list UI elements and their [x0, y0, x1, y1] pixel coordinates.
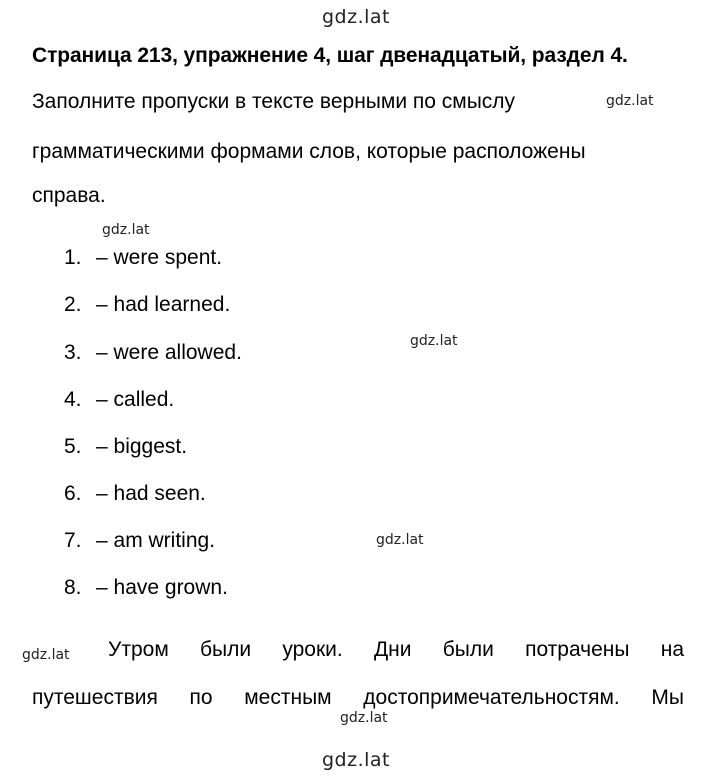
page-title: Страница 213, упражнение 4, шаг двенадцатый, раздел 4.: [32, 44, 628, 67]
answer-text: – biggest.: [96, 435, 188, 458]
answer-text: – am writing.: [96, 529, 216, 552]
watermark: gdz.lat: [410, 333, 458, 349]
answer-item: [64, 388, 174, 412]
task-text-line: справа.: [32, 184, 106, 207]
answer-number: 5.: [64, 435, 82, 458]
watermark: gdz.lat: [22, 647, 70, 663]
answer-item: [64, 341, 242, 365]
watermark: gdz.lat: [376, 532, 424, 548]
answer-item: [64, 529, 215, 553]
answer-text: – had seen.: [96, 482, 206, 505]
answer-number: 3.: [64, 341, 82, 364]
translation-line: Утром были уроки. Дни были потрачены на: [108, 638, 684, 661]
translation-line: путешествия по местным достопримечательностям. Мы: [32, 686, 684, 709]
answer-text: – called.: [96, 388, 175, 411]
answer-text: – have grown.: [96, 576, 228, 599]
answer-number: 8.: [64, 576, 82, 599]
task-text-line: Заполните пропуски в тексте верными по смыслу: [32, 90, 516, 113]
watermark-top: gdz.lat: [322, 6, 391, 28]
answer-number: 7.: [64, 529, 82, 552]
answer-item: [64, 576, 228, 600]
answer-item: [64, 293, 230, 317]
answer-text: – were allowed.: [96, 341, 242, 364]
answer-text: – were spent.: [96, 246, 223, 269]
watermark-bottom: gdz.lat: [322, 749, 391, 771]
answer-text: – had learned.: [96, 293, 231, 316]
watermark: gdz.lat: [340, 710, 388, 726]
task-text-line: грамматическими формами слов, которые расположены: [32, 140, 586, 163]
answer-number: 1.: [64, 246, 82, 269]
answer-item: [64, 482, 206, 506]
watermark: gdz.lat: [606, 93, 654, 109]
answer-item: [64, 435, 187, 459]
watermark: gdz.lat: [102, 222, 150, 238]
answer-number: 6.: [64, 482, 82, 505]
answer-item: [64, 246, 222, 270]
answer-number: 2.: [64, 293, 82, 316]
answer-number: 4.: [64, 388, 82, 411]
